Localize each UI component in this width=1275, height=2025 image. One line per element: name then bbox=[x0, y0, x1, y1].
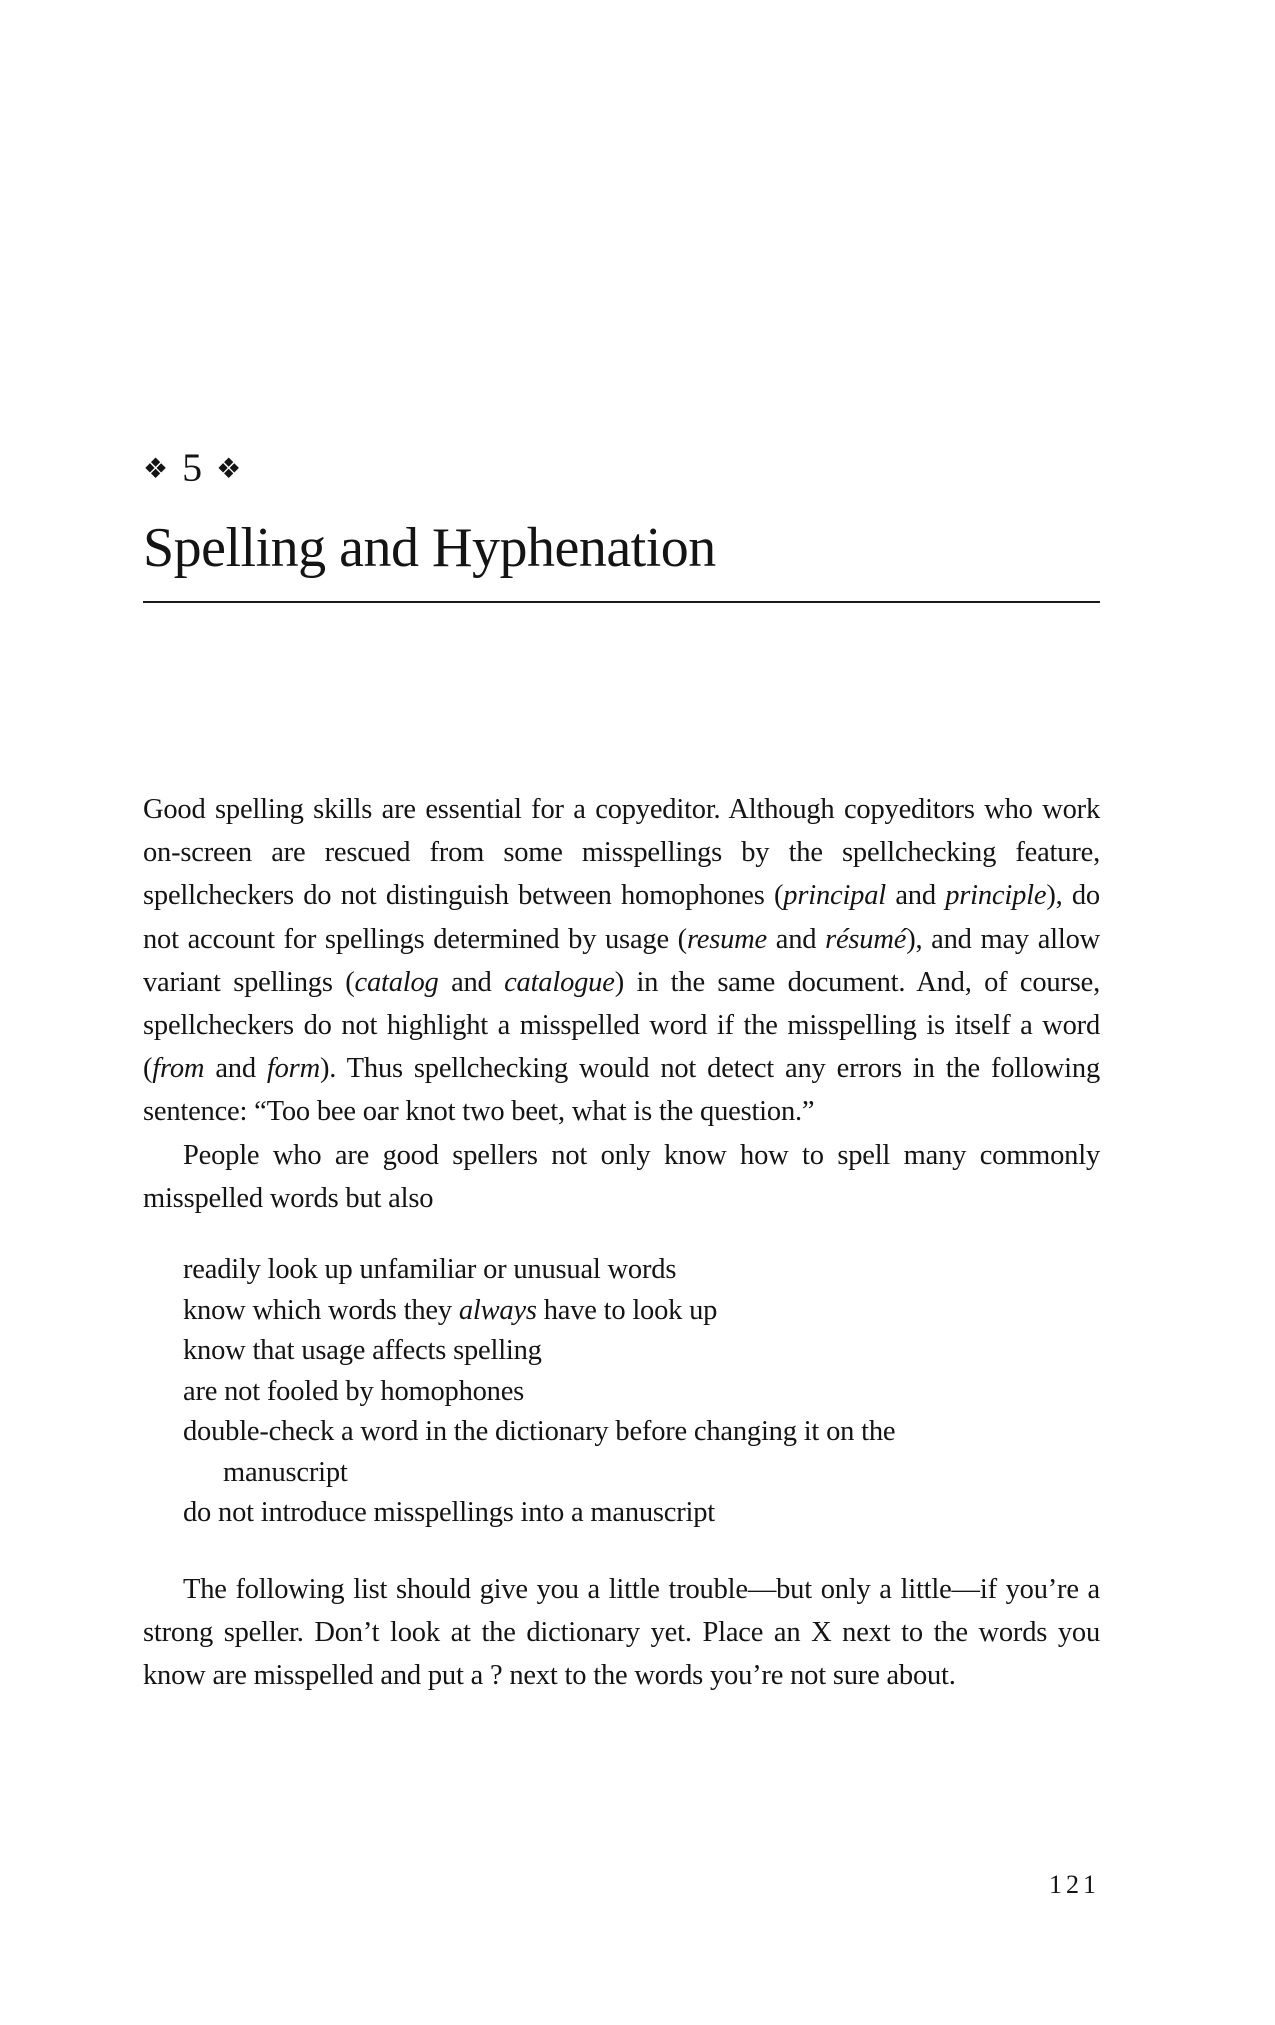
text-run: Good spelling skills are essential for a copyeditor. Although copyeditors who work on-screen are rescued from some misspellings by the spellchecking feature, spellcheckers do not distinguish between homophones ( bbox=[143, 794, 1100, 912]
ornament-icon: ❖ bbox=[143, 454, 171, 485]
text-run: ) in the same document. And, of course, spellcheckers do not highlight a misspelled word if the misspelling is itself a word ( bbox=[143, 966, 1100, 1085]
chapter-number bbox=[143, 438, 243, 500]
text-run: ), and may allow variant spellings ( bbox=[143, 923, 1101, 998]
list-item: know that usage affects spelling bbox=[183, 1335, 542, 1367]
italic-term: catalogue bbox=[504, 966, 615, 998]
text-run: ). Thus spellchecking would not detect any errors in the following sentence: “Too bee oar knot two beet, what is the question.” bbox=[143, 1053, 1100, 1128]
italic-term: principle bbox=[945, 880, 1047, 912]
chapter-number-value: 5 bbox=[182, 445, 205, 490]
body-text bbox=[143, 788, 1100, 1697]
speller-traits-list bbox=[143, 1250, 1100, 1534]
italic-term: from bbox=[152, 1053, 205, 1085]
list-item: do not introduce misspellings into a manuscript bbox=[183, 1497, 716, 1529]
list-item: double-check a word in the dictionary before changing it on the manuscript bbox=[183, 1416, 896, 1488]
text-run: and bbox=[438, 966, 505, 998]
list-item bbox=[183, 1291, 943, 1332]
italic-term: form bbox=[266, 1053, 320, 1085]
text-run: have to look up bbox=[536, 1294, 718, 1326]
italic-term: principal bbox=[783, 880, 886, 912]
paragraph-2: People who are good spellers not only know how to spell many commonly misspelled words but also bbox=[143, 1139, 1100, 1214]
text-run: know which words they bbox=[183, 1294, 459, 1326]
text-run: ), do not account for spellings determined by usage ( bbox=[143, 880, 1100, 955]
italic-term: résumé bbox=[825, 923, 907, 955]
italic-term: always bbox=[458, 1294, 537, 1326]
text-run: and bbox=[204, 1053, 267, 1085]
paragraph-3: The following list should give you a little trouble—but only a little—if you’re a strong speller. Don’t look at the dictionary yet. Place an X next to the words you know are misspelled and put a ? next to the words you’re not sure about. bbox=[143, 1573, 1100, 1691]
chapter-title: Spelling and Hyphenation bbox=[143, 517, 716, 579]
list-item: are not fooled by homophones bbox=[183, 1375, 525, 1407]
page-number: 121 bbox=[1049, 1870, 1100, 1899]
italic-term: catalog bbox=[354, 966, 439, 998]
book-page bbox=[143, 0, 1103, 2025]
italic-term: resume bbox=[686, 923, 768, 955]
list-item: readily look up unfamiliar or unusual words bbox=[183, 1254, 677, 1286]
ornament-icon: ❖ bbox=[216, 454, 244, 485]
title-rule bbox=[143, 601, 1100, 603]
text-run: and bbox=[767, 923, 826, 955]
paragraph-1 bbox=[143, 788, 1100, 1134]
text-run: and bbox=[885, 880, 946, 912]
